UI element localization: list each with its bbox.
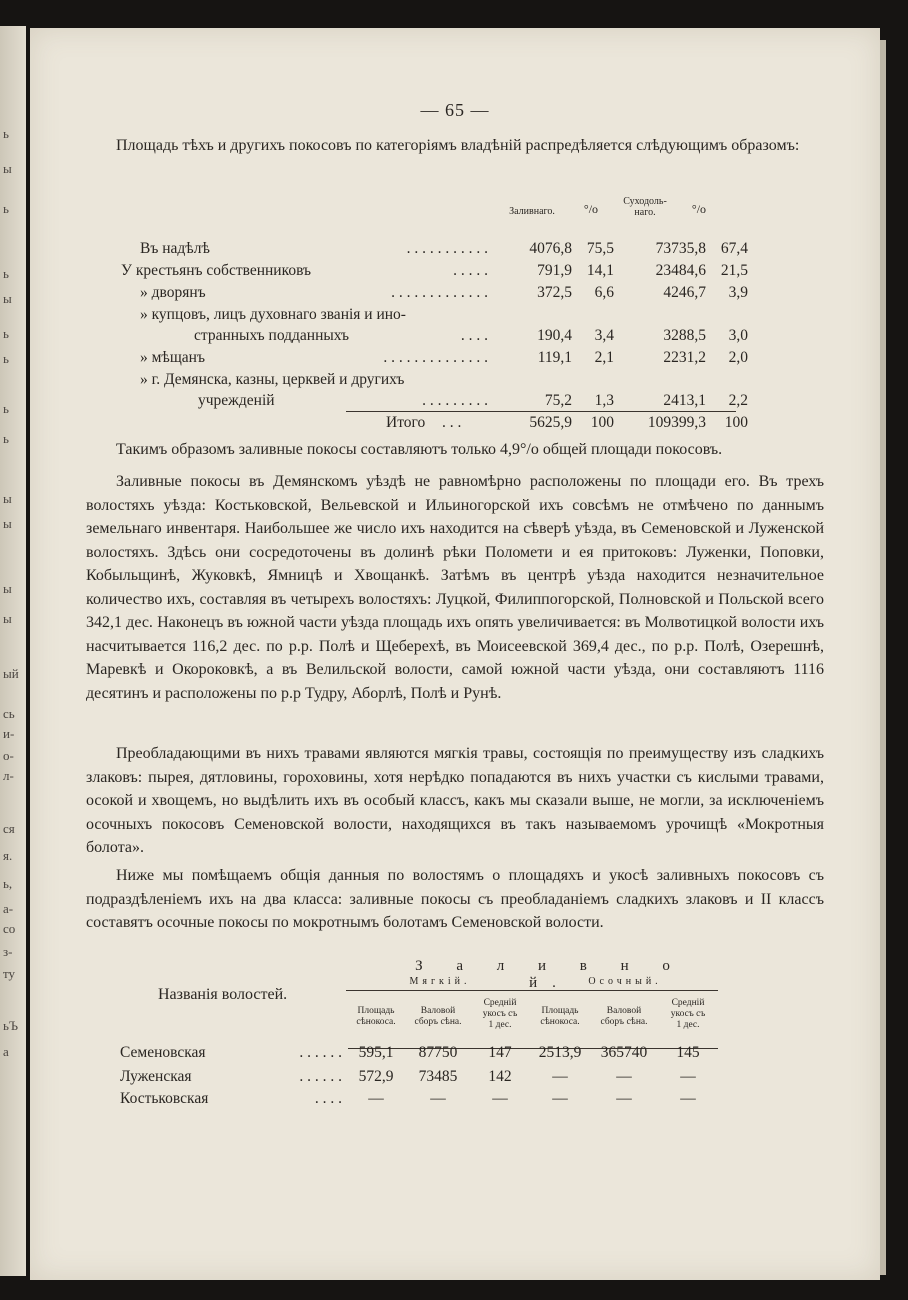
paragraph-3: Преобладающими въ нихъ травами являются мягкія травы, состоящія по преимуществу изъ сладкихъ злаковъ: пырея, дятловины, гороховины, хотя нерѣдко попадаются въ нихъ участки съ кислыми травами, осокой и хвощемъ, но выдѣлить ихъ въ особый классъ, какъ мы сказали выше, не могли, за исключеніемъ осочныхъ покосовъ Семеновской волости, находящихся въ такъ называемомъ урочищѣ «Мокротныя болота».: [86, 745, 824, 856]
leader-dots: . . . .: [314, 1090, 342, 1107]
total-v2: 109399,3: [647, 414, 706, 431]
cell-p2: 21,5: [720, 262, 748, 279]
cell-p2: 3,9: [728, 284, 748, 301]
row-label: » купцовъ, лицъ духовнаго званія и ино-: [140, 306, 406, 323]
margin-fragment: ь: [3, 126, 9, 141]
cell-p1: 3,4: [594, 327, 614, 344]
cell-v1: 372,5: [537, 284, 572, 301]
margin-fragment: ы: [3, 291, 12, 306]
cell-c1: 595,1: [358, 1044, 394, 1061]
total-v1: 5625,9: [529, 414, 572, 431]
cell-v1: 119,1: [537, 349, 572, 366]
row-label: учрежденій: [198, 392, 275, 409]
cell-v2: 23484,6: [655, 262, 706, 279]
volost-name: Семеновская: [120, 1044, 206, 1061]
paragraph-2: Заливные покосы въ Демянскомъ уѣздѣ не равномѣрно расположены по площади его. Въ трехъ волостяхъ уѣзда: Костьковской, Вельевской и Ильиногорской ихъ совсѣмъ не отмѣчено по даннымъ земельнаго инвентаря. Наибольшее же число ихъ находится на сѣверѣ уѣзда, въ Семеновской и Луженской волостяхъ. Здѣсь они сосредоточены въ долинѣ рѣки Поломети и ея притоковъ: Луженки, Поповки, Кобыльщинѣ, Жуковкѣ, Ямницѣ и Хвощанкѣ. Затѣмъ въ центрѣ уѣзда находится незначительное количество ихъ, составляя въ четырехъ волостяхъ: Луцкой, Филиппогорской, Полновской и Польской всего 342,1 дес. Наконецъ въ южной части уѣзда площадь ихъ опять увеличивается: въ Молвотицкой волости ихъ насчитывается 116,2 дес. по р.р. Полѣ и Щеберехѣ, въ Моисеевской 369,4 дес., по р.р. Полѣ, Озерешнѣ, Маревкѣ и Окороковкѣ, а въ Велильской волости, самой южной части уѣзда, они составляютъ 1116 десятинъ и расположены по р.р Тудру, Аборлѣ, Полѣ и Рунѣ.: [86, 473, 824, 702]
subheader-4: Площадь сѣнокоса.: [540, 1006, 580, 1027]
subheader-5: Валовой сборъ сѣна.: [600, 1006, 648, 1027]
group-rule: [346, 990, 718, 991]
cell-c2: —: [430, 1090, 446, 1107]
cell-c3: 142: [488, 1068, 512, 1085]
margin-fragment: а: [3, 1044, 9, 1059]
cell-c6: 145: [676, 1044, 700, 1061]
cell-c5: —: [616, 1068, 632, 1085]
row-label: » дворянъ: [140, 284, 206, 301]
cell-v2: 73735,8: [655, 240, 706, 257]
margin-fragment: ту: [3, 966, 16, 981]
total-label: Итого: [386, 414, 426, 431]
cell-v2: 2231,2: [663, 349, 706, 366]
margin-fragment: ь: [3, 266, 9, 281]
leader-dots: . . . .: [460, 327, 488, 344]
row-label: Въ надѣлѣ: [140, 240, 210, 257]
paragraph-1: Такимъ образомъ заливные покосы составляютъ только 4,9°/о общей площади покосовъ.: [116, 441, 723, 458]
margin-fragment: ь: [3, 401, 9, 416]
cell-p2: 2,0: [728, 349, 748, 366]
cell-c3: 147: [488, 1044, 512, 1061]
margin-fragment: сь: [3, 706, 15, 721]
margin-fragment: л-: [3, 768, 14, 783]
leader-dots: . . .: [442, 414, 462, 431]
row-label: » мѣщанъ: [140, 349, 205, 366]
cell-v1: 75,2: [544, 392, 572, 409]
row-label: » г. Демянска, казны, церквей и другихъ: [140, 371, 405, 388]
margin-fragment: ь: [3, 201, 9, 216]
page-number: — 65 —: [420, 100, 490, 120]
leader-dots: . . . . . . . . . . . . . .: [383, 349, 488, 366]
table2-col-header: Названія волостей.: [158, 986, 288, 1003]
group-osochnyy: Осочный.: [588, 976, 662, 987]
margin-fragment: ый: [3, 666, 19, 681]
cell-p1: 1,3: [594, 392, 614, 409]
row-label: странныхъ подданныхъ: [194, 327, 349, 344]
subheader-6: Средній укосъ съ 1 дес.: [670, 998, 706, 1030]
document-page: [30, 28, 880, 1280]
cell-c3: —: [492, 1090, 508, 1107]
cell-c1: —: [368, 1090, 384, 1107]
cell-v2: 2413,1: [663, 392, 706, 409]
intro-paragraph: Площадь тѣхъ и другихъ покосовъ по категоріямъ владѣній распредѣляется слѣдующимъ образомъ:: [116, 137, 800, 154]
margin-fragment: о-: [3, 748, 14, 763]
header-sukhodolnago: Суходоль- наго.: [623, 196, 667, 218]
subheader-1: Площадь сѣнокоса.: [356, 1006, 396, 1027]
header-zalivnago: Заливнаго.: [509, 206, 555, 217]
margin-fragment: ы: [3, 611, 12, 626]
cell-c4: 2513,9: [538, 1044, 582, 1061]
margin-fragment: я.: [3, 848, 13, 863]
table-row: [30, 1044, 880, 1066]
cell-v2: 3288,5: [663, 327, 706, 344]
margin-fragment: ьЪ: [3, 1018, 19, 1033]
margin-fragment: ы: [3, 516, 12, 531]
margin-fragment: ы: [3, 491, 12, 506]
paragraph-4: Ниже мы помѣщаемъ общія данныя по волостямъ о площадяхъ и укосѣ заливныхъ покосовъ съ подраздѣленіемъ ихъ на два класса: заливные покосы съ преобладаніемъ сладкихъ злаковъ и II классъ составятъ осочные покосы по мокротнымъ болотамъ Семеновской волости.: [86, 867, 824, 931]
cell-p1: 75,5: [586, 240, 614, 257]
total-p1: 100: [590, 414, 614, 431]
cell-c6: —: [680, 1090, 696, 1107]
cell-c6: —: [680, 1068, 696, 1085]
table-row: [30, 1090, 880, 1112]
leader-dots: . . . . . .: [299, 1068, 342, 1085]
margin-fragment: ь: [3, 326, 9, 341]
table-row: [30, 1068, 880, 1090]
margin-fragment: ся: [3, 821, 15, 836]
margin-fragment: ь: [3, 351, 9, 366]
adjacent-page-edge: [0, 26, 26, 1276]
margin-fragment: ы: [3, 581, 12, 596]
subheader-3: Средній укосъ съ 1 дес.: [482, 998, 518, 1030]
leader-dots: . . . . . .: [299, 1044, 342, 1061]
margin-fragment: и-: [3, 726, 15, 741]
cell-c5: —: [616, 1090, 632, 1107]
volost-name: Костьковская: [120, 1090, 209, 1107]
cell-p1: 14,1: [586, 262, 614, 279]
header-percent-1: °/о: [583, 202, 599, 216]
margin-fragment: ь,: [3, 876, 13, 891]
cell-v1: 4076,8: [529, 240, 572, 257]
total-p2: 100: [724, 414, 748, 431]
cell-c2: 73485: [418, 1068, 458, 1085]
cell-v2: 4246,7: [663, 284, 706, 301]
cell-p2: 2,2: [728, 392, 748, 409]
cell-c5: 365740: [600, 1044, 648, 1061]
volost-name: Луженская: [120, 1068, 192, 1085]
cell-c4: —: [552, 1068, 568, 1085]
table2-title: З а л и в н о й.: [415, 958, 685, 991]
margin-fragment: ы: [3, 161, 12, 176]
leader-dots: . . . . . . . . . . . . .: [391, 284, 488, 301]
group-myagkiy: Мягкій.: [409, 976, 471, 987]
cell-c2: 87750: [418, 1044, 458, 1061]
page-edge-shadow: [880, 40, 886, 1275]
cell-v1: 791,9: [537, 262, 572, 279]
leader-dots: . . . . . . . . .: [422, 392, 488, 409]
subheader-2: Валовой сборъ сѣна.: [414, 1006, 462, 1027]
cell-c4: —: [552, 1090, 568, 1107]
volost-hay-table: [30, 28, 880, 1128]
cell-c1: 572,9: [358, 1068, 394, 1085]
cell-p1: 2,1: [594, 349, 614, 366]
leader-dots: . . . . .: [453, 262, 488, 279]
margin-fragment: ь: [3, 431, 9, 446]
header-percent-2: °/о: [691, 202, 707, 216]
cell-p2: 3,0: [728, 327, 748, 344]
margin-fragment: з-: [3, 944, 13, 959]
leader-dots: . . . . . . . . . . .: [406, 240, 488, 257]
margin-fragment: а-: [3, 901, 14, 916]
cell-p1: 6,6: [594, 284, 614, 301]
cell-v1: 190,4: [537, 327, 572, 344]
cell-p2: 67,4: [720, 240, 748, 257]
margin-fragment: со: [3, 921, 16, 936]
row-label: У крестьянъ собственниковъ: [121, 262, 312, 279]
